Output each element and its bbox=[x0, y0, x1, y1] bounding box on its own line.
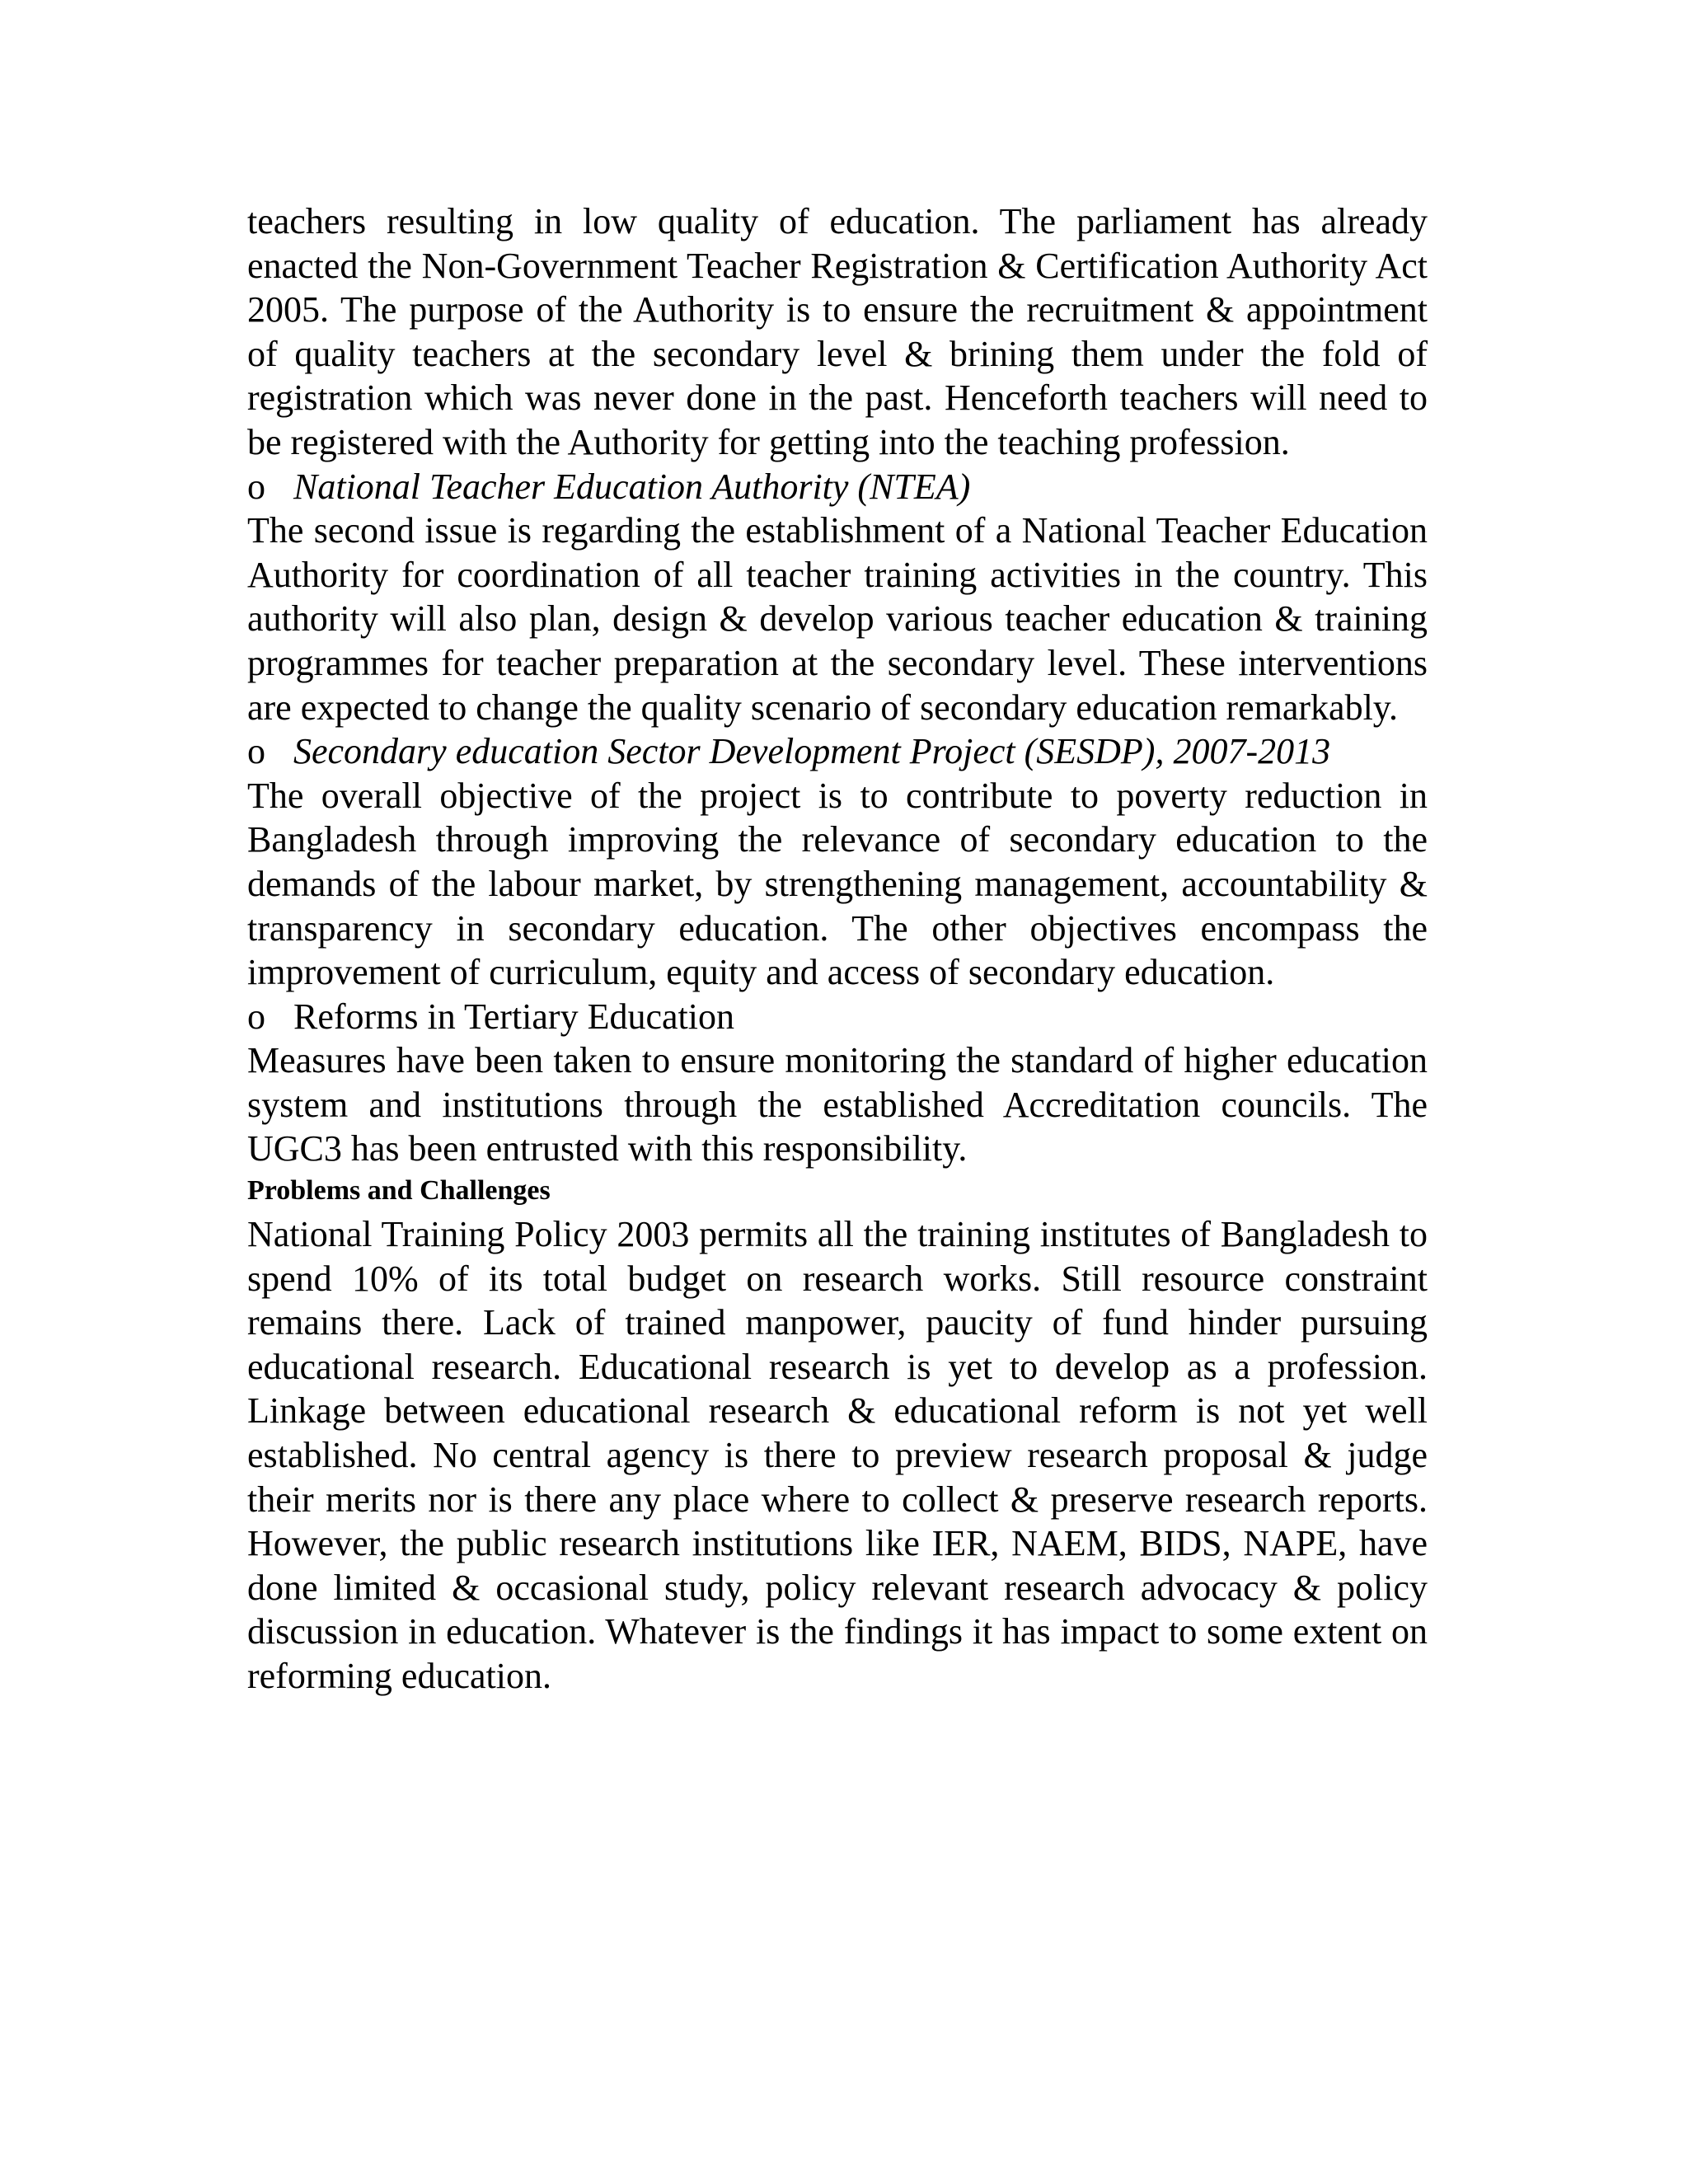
bullet-marker: o bbox=[247, 466, 265, 507]
bullet-marker: o bbox=[247, 996, 265, 1037]
paragraph-sesdp: The overall objective of the project is to contribute to poverty reduction in Bangladesh through improving the relevance of secondary education to the demands of the labour market, by strengthening management, accountability & transparency in secondary education. The other objectives encompass the improvement of curriculum, equity and access of secondary education. bbox=[247, 775, 1428, 993]
bullet-sesdp bbox=[247, 729, 1428, 774]
paragraph-tertiary: Measures have been taken to ensure monitoring the standard of higher education system and institutions through the established Accreditation councils. The UGC3 has been entrusted with this responsibility. bbox=[247, 1040, 1428, 1169]
bullet-marker: o bbox=[247, 731, 265, 772]
bullet-ntea-text: National Teacher Education Authority (NTEA) bbox=[293, 466, 971, 507]
paragraph-teacher-registration: teachers resulting in low quality of education. The parliament has already enacted the Non-Government Teacher Registration & Certification Authority Act 2005. The purpose of the Authority is to ensure the recruitment & appointment of quality teachers at the secondary level & brining them under the fold of registration which was never done in the past. Henceforth teachers will need to be registered with the Authority for getting into the teaching profession. bbox=[247, 201, 1428, 462]
paragraph-ntea: The second issue is regarding the establishment of a National Teacher Education Authority for coordination of all teacher training activities in the country. This authority will also plan, design & develop various teacher education & training programmes for teacher preparation at the secondary level. These interventions are expected to change the quality scenario of secondary education remarkably. bbox=[247, 510, 1428, 728]
section-heading: Problems and Challenges bbox=[247, 1175, 551, 1207]
bullet-tertiary bbox=[247, 995, 1428, 1039]
document-page bbox=[247, 199, 1428, 1699]
paragraph-problems: National Training Policy 2003 permits all the training institutes of Bangladesh to spend 10% of its total budget on research works. Still resource constraint remains there. Lack of trained manpower, paucity of fund hinder pursuing educational research. Educational research is yet to develop as a profession. Linkage between educational research & educational reform is not yet well established. No central agency is there to preview research proposal & judge their merits nor is there any place where to collect & preserve research reports. However, the public research institutions like IER, NAEM, BIDS, NAPE, have done limited & occasional study, policy relevant research advocacy & policy discussion in education. Whatever is the findings it has impact to some extent on reforming education. bbox=[247, 1214, 1428, 1696]
bullet-sesdp-text: Secondary education Sector Development Project (SESDP), 2007-2013 bbox=[293, 731, 1331, 772]
bullet-tertiary-text: Reforms in Tertiary Education bbox=[293, 996, 734, 1037]
bullet-ntea bbox=[247, 465, 1428, 509]
